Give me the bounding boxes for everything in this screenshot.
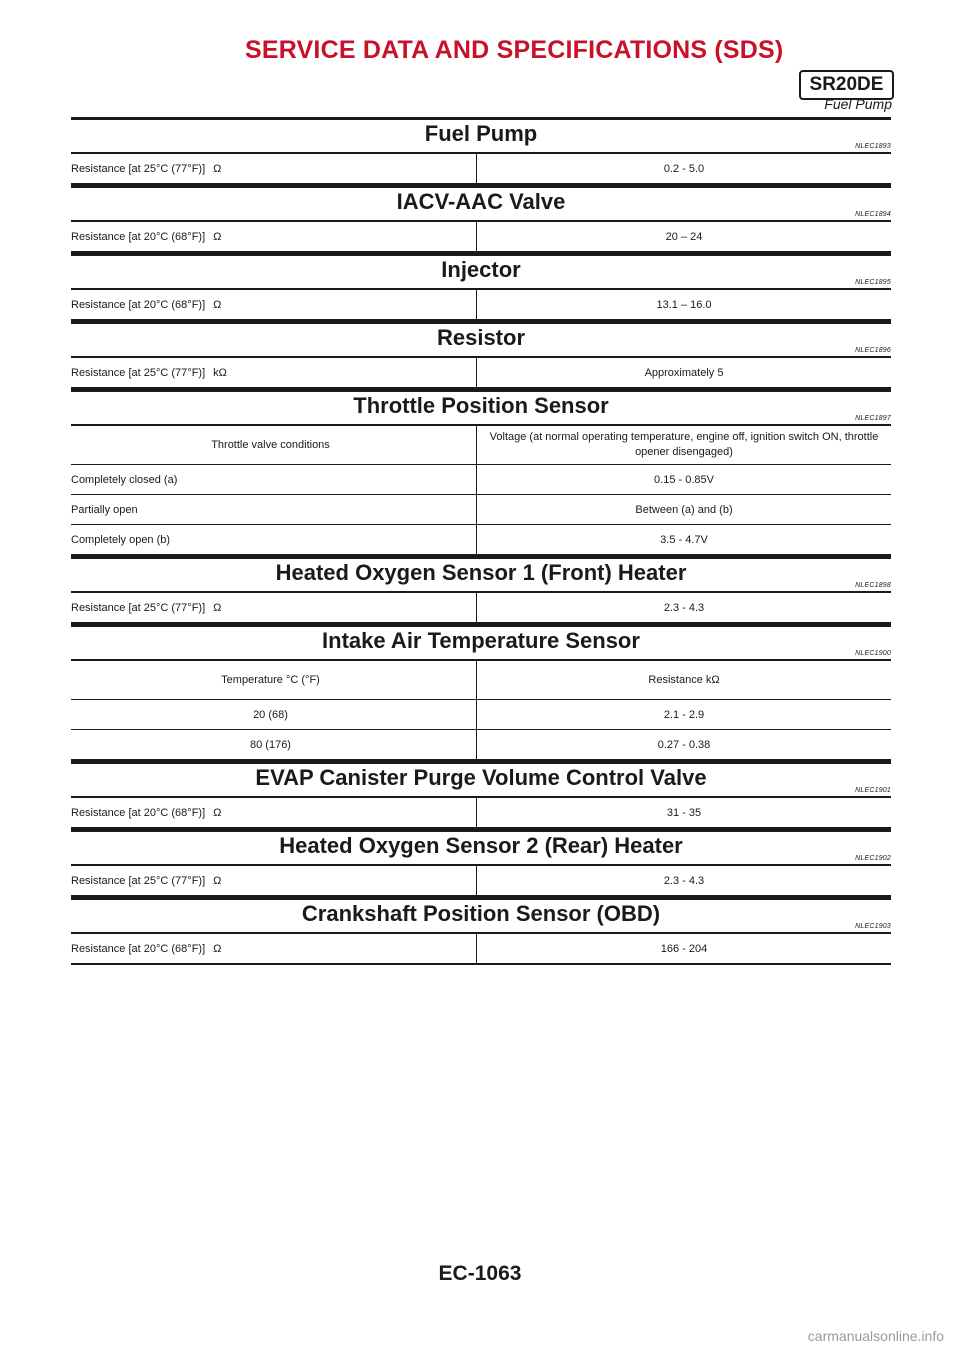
section-header	[71, 624, 891, 661]
row-label-text: 80 (176)	[250, 738, 291, 751]
unit-label: Ω	[213, 298, 222, 311]
spec-table	[71, 290, 891, 321]
row-value: 31 - 35	[477, 798, 892, 828]
table-row	[71, 798, 891, 828]
column-header: Throttle valve conditions	[71, 426, 477, 465]
section-title: IACV-AAC Valve	[396, 189, 566, 214]
row-value: 0.27 - 0.38	[477, 730, 892, 761]
unit-label: kΩ	[213, 366, 227, 379]
section-code: NLEC1902	[855, 855, 891, 862]
section-title: Fuel Pump	[424, 121, 538, 146]
row-label	[71, 495, 477, 525]
row-value: 0.15 - 0.85V	[477, 465, 892, 495]
section-header	[71, 185, 891, 222]
spec-table	[71, 358, 891, 389]
row-label	[71, 154, 477, 184]
row-value: 166 - 204	[477, 934, 892, 964]
section-header	[71, 761, 891, 798]
row-value: 0.2 - 5.0	[477, 154, 892, 184]
table-row	[71, 700, 891, 730]
section-code: NLEC1903	[855, 923, 891, 930]
row-label-text: Resistance [at 25°C (77°F)]	[71, 162, 206, 175]
row-label	[71, 290, 477, 320]
row-value: 3.5 - 4.7V	[477, 525, 892, 556]
spec-table	[71, 593, 891, 624]
spec-section	[71, 117, 891, 185]
unit-label: Ω	[213, 601, 222, 614]
row-label	[71, 700, 477, 730]
section-header	[71, 829, 891, 866]
section-code: NLEC1897	[855, 415, 891, 422]
row-value: 2.1 - 2.9	[477, 700, 892, 730]
unit-label: Ω	[213, 874, 222, 887]
page-number: EC-1063	[438, 1262, 522, 1285]
unit-label: Ω	[213, 230, 222, 243]
page-header-title: SERVICE DATA AND SPECIFICATIONS (SDS)	[245, 36, 784, 64]
row-value: Between (a) and (b)	[477, 495, 892, 525]
row-label-text: Completely open (b)	[71, 533, 171, 546]
section-title: Resistor	[436, 325, 526, 350]
spec-table	[71, 934, 891, 965]
column-header: Voltage (at normal operating temperature, engine off, ignition switch ON, throttle opener disengaged)	[477, 426, 892, 465]
row-label-text: Resistance [at 25°C (77°F)]	[71, 601, 206, 614]
table-row	[71, 934, 891, 964]
column-header: Resistance kΩ	[477, 661, 892, 700]
row-label	[71, 222, 477, 252]
page-header-subtitle: Fuel Pump	[824, 96, 892, 112]
table-row	[71, 154, 891, 184]
section-header	[71, 556, 891, 593]
spec-table	[71, 661, 891, 761]
spec-section	[71, 761, 891, 829]
unit-label: Ω	[213, 942, 222, 955]
column-header: Temperature °C (°F)	[71, 661, 477, 700]
row-value: 20 – 24	[477, 222, 892, 252]
section-code: NLEC1895	[855, 279, 891, 286]
section-code: NLEC1900	[855, 650, 891, 657]
row-label-text: Completely closed (a)	[71, 473, 178, 486]
row-label	[71, 593, 477, 623]
spec-section	[71, 897, 891, 965]
section-code: NLEC1901	[855, 787, 891, 794]
row-label-text: 20 (68)	[253, 708, 288, 721]
table-row	[71, 358, 891, 388]
spec-table	[71, 866, 891, 897]
spec-table	[71, 426, 891, 556]
table-row	[71, 525, 891, 556]
section-title: Heated Oxygen Sensor 2 (Rear) Heater	[279, 833, 683, 858]
unit-label: Ω	[213, 806, 222, 819]
section-title: Throttle Position Sensor	[353, 393, 609, 418]
row-label	[71, 465, 477, 495]
section-code: NLEC1894	[855, 211, 891, 218]
spec-content	[71, 117, 891, 965]
section-code: NLEC1893	[855, 143, 891, 150]
row-label-text: Resistance [at 25°C (77°F)]	[71, 366, 206, 379]
unit-label: Ω	[213, 162, 222, 175]
table-row	[71, 866, 891, 896]
table-row	[71, 465, 891, 495]
row-value: 2.3 - 4.3	[477, 866, 892, 896]
row-value: 13.1 – 16.0	[477, 290, 892, 320]
section-header	[71, 253, 891, 290]
section-header	[71, 321, 891, 358]
spec-section	[71, 389, 891, 556]
row-label	[71, 525, 477, 556]
spec-section	[71, 253, 891, 321]
section-title: Crankshaft Position Sensor (OBD)	[301, 901, 661, 926]
row-value: Approximately 5	[477, 358, 892, 388]
section-header	[71, 897, 891, 934]
table-row	[71, 593, 891, 623]
watermark: carmanualsonline.info	[807, 1328, 944, 1344]
section-title: EVAP Canister Purge Volume Control Valve	[255, 765, 707, 790]
row-label-text: Resistance [at 20°C (68°F)]	[71, 942, 206, 955]
table-row	[71, 730, 891, 761]
row-label	[71, 798, 477, 828]
table-row	[71, 290, 891, 320]
spec-table	[71, 154, 891, 185]
spec-section	[71, 624, 891, 761]
section-header	[71, 389, 891, 426]
row-label-text: Resistance [at 20°C (68°F)]	[71, 806, 206, 819]
table-header-row	[71, 426, 891, 465]
spec-section	[71, 556, 891, 624]
section-title: Heated Oxygen Sensor 1 (Front) Heater	[275, 560, 687, 585]
table-row	[71, 222, 891, 252]
model-badge: SR20DE	[799, 70, 894, 100]
row-label-text: Resistance [at 20°C (68°F)]	[71, 230, 206, 243]
row-label-text: Resistance [at 20°C (68°F)]	[71, 298, 206, 311]
spec-table	[71, 222, 891, 253]
row-label	[71, 934, 477, 964]
spec-section	[71, 185, 891, 253]
section-title: Injector	[441, 257, 521, 282]
section-code: NLEC1898	[855, 582, 891, 589]
row-label	[71, 358, 477, 388]
table-header-row	[71, 661, 891, 700]
spec-section	[71, 321, 891, 389]
spec-section	[71, 829, 891, 897]
table-row	[71, 495, 891, 525]
row-value: 2.3 - 4.3	[477, 593, 892, 623]
row-label	[71, 866, 477, 896]
row-label-text: Resistance [at 25°C (77°F)]	[71, 874, 206, 887]
section-header	[71, 117, 891, 154]
section-code: NLEC1896	[855, 347, 891, 354]
row-label-text: Partially open	[71, 503, 138, 516]
spec-table	[71, 798, 891, 829]
row-label	[71, 730, 477, 761]
section-title: Intake Air Temperature Sensor	[322, 628, 640, 653]
